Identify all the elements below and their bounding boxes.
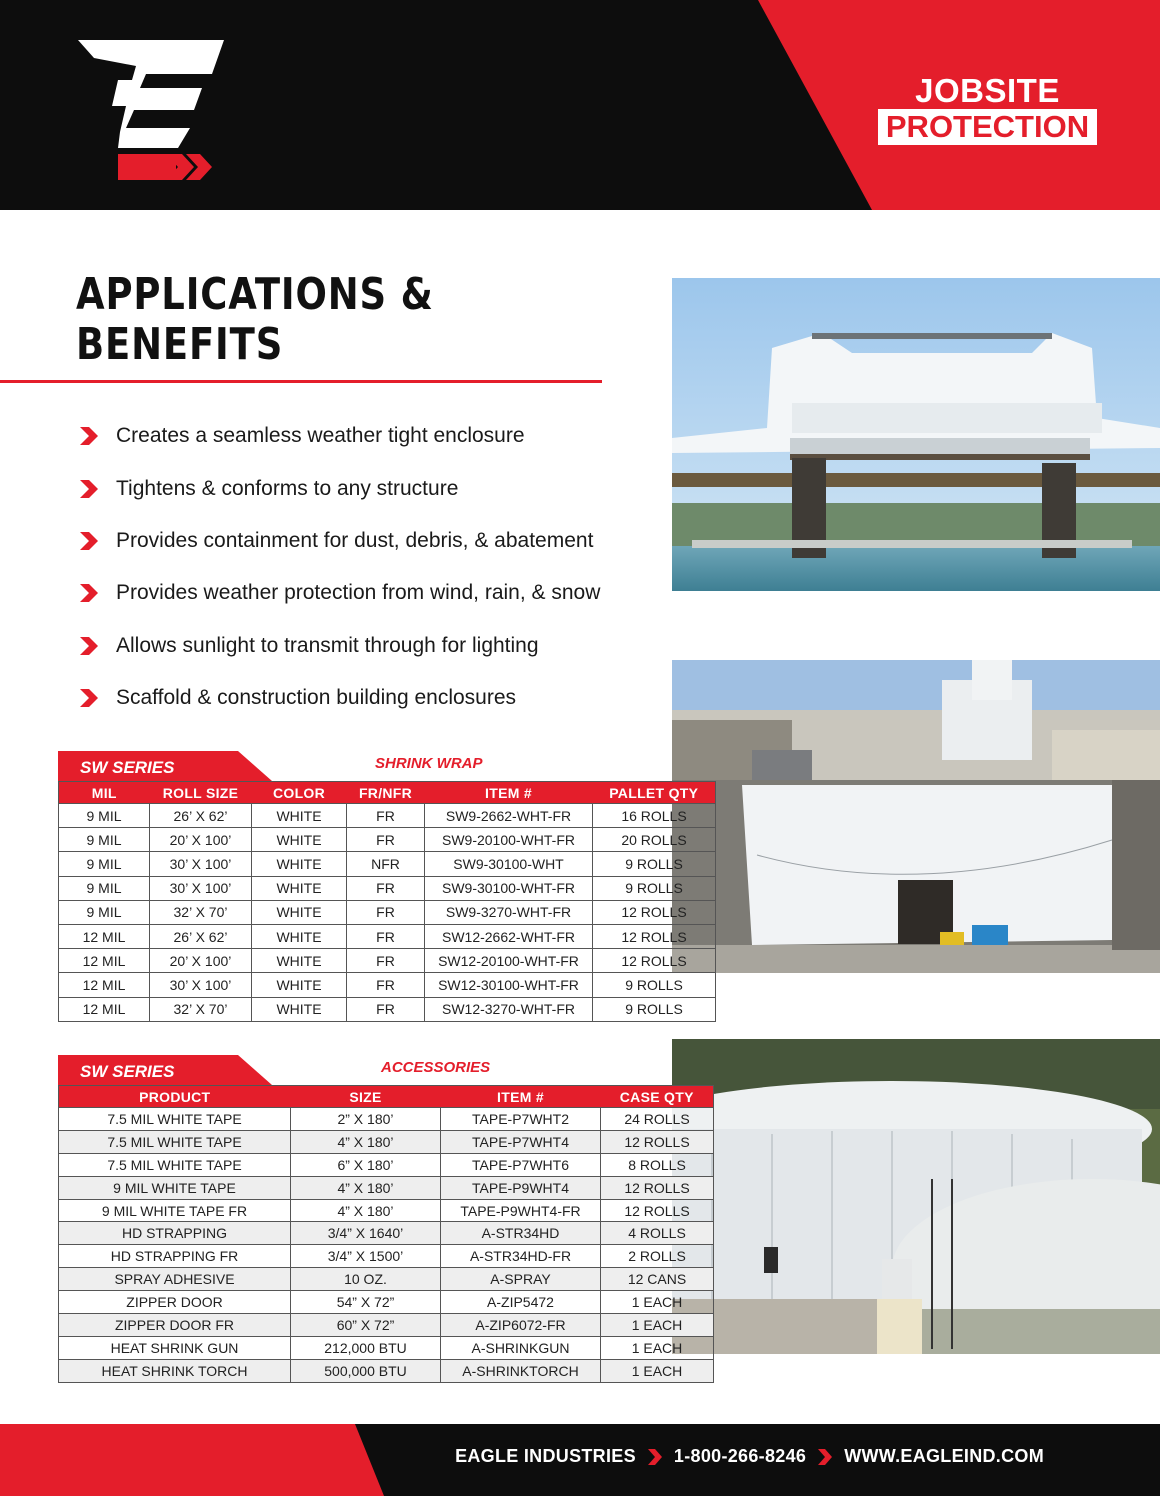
table-cell: HD STRAPPING FR: [59, 1245, 291, 1268]
column-header: FR/NFR: [347, 782, 425, 804]
column-header: ITEM #: [441, 1086, 601, 1108]
photo-bridge-enclosure: [672, 278, 1160, 591]
benefit-text: Scaffold & construction building enclosures: [116, 686, 517, 710]
table-cell: HEAT SHRINK TORCH: [59, 1359, 291, 1382]
table-cell: 4” X 180’: [291, 1199, 441, 1222]
table-cell: SPRAY ADHESIVE: [59, 1268, 291, 1291]
footer-phone[interactable]: 1-800-266-8246: [673, 1446, 807, 1466]
badge-line-2: PROTECTION: [878, 109, 1097, 145]
column-header: ITEM #: [425, 782, 593, 804]
benefit-text: Tightens & conforms to any structure: [116, 476, 459, 500]
table-cell: 6” X 180’: [291, 1153, 441, 1176]
table-row: [59, 900, 716, 924]
shrink-wrap-caption: SHRINK WRAP: [375, 755, 483, 772]
table-cell: 9 MIL WHITE TAPE: [59, 1176, 291, 1199]
table-cell: SW9-20100-WHT-FR: [425, 828, 593, 852]
benefit-item: [78, 620, 600, 672]
table-cell: WHITE: [252, 876, 347, 900]
table-row: [59, 1130, 714, 1153]
table-cell: 212,000 BTU: [291, 1336, 441, 1359]
table-cell: 1 EACH: [601, 1314, 714, 1337]
table-row: [59, 1176, 714, 1199]
table-cell: SW12-20100-WHT-FR: [425, 949, 593, 973]
chevron-right-icon: [78, 582, 100, 604]
table-cell: A-SHRINKGUN: [441, 1336, 601, 1359]
table-cell: 26’ X 62’: [150, 804, 252, 828]
photo-ship-drydock-enclosure: [672, 660, 1160, 973]
benefit-text: Creates a seamless weather tight enclosure: [116, 424, 525, 448]
table-cell: FR: [347, 949, 425, 973]
table-cell: HEAT SHRINK GUN: [59, 1336, 291, 1359]
table-cell: 4” X 180’: [291, 1130, 441, 1153]
photo-tank-enclosure: [672, 1039, 1160, 1354]
column-header: COLOR: [252, 782, 347, 804]
table-cell: WHITE: [252, 900, 347, 924]
table-cell: 12 MIL: [59, 924, 150, 948]
table-cell: 12 MIL: [59, 997, 150, 1021]
column-header: PALLET QTY: [593, 782, 716, 804]
table-cell: 26’ X 62’: [150, 924, 252, 948]
table-row: [59, 876, 716, 900]
table-cell: FR: [347, 973, 425, 997]
shrink-wrap-table: [58, 781, 716, 1022]
accessories-header-row: [59, 1086, 714, 1108]
chevron-right-icon: [78, 478, 100, 500]
table-cell: SW9-2662-WHT-FR: [425, 804, 593, 828]
table-cell: SW9-3270-WHT-FR: [425, 900, 593, 924]
table-cell: A-STR34HD-FR: [441, 1245, 601, 1268]
eagle-e-logo-icon: [74, 36, 234, 186]
table-cell: A-ZIP6072-FR: [441, 1314, 601, 1337]
table-row: [59, 1108, 714, 1131]
table-cell: 4” X 180’: [291, 1176, 441, 1199]
table-cell: 9 MIL: [59, 852, 150, 876]
table-row: [59, 852, 716, 876]
table-cell: 16 ROLLS: [593, 804, 716, 828]
shrink-wrap-table-section: [58, 751, 716, 1022]
table-cell: WHITE: [252, 804, 347, 828]
table-cell: A-STR34HD: [441, 1222, 601, 1245]
table-row: [59, 973, 716, 997]
benefit-text: Provides weather protection from wind, rain, & snow: [116, 581, 601, 605]
chevron-right-icon: [818, 1449, 832, 1465]
table-cell: 7.5 MIL WHITE TAPE: [59, 1153, 291, 1176]
table-cell: 7.5 MIL WHITE TAPE: [59, 1108, 291, 1131]
table-cell: 12 ROLLS: [601, 1130, 714, 1153]
table-cell: ZIPPER DOOR: [59, 1291, 291, 1314]
benefit-item: [78, 410, 600, 462]
table-cell: 9 MIL: [59, 804, 150, 828]
table-cell: 20’ X 100’: [150, 828, 252, 852]
benefit-item: [78, 567, 600, 619]
page-title-line-2: BENEFITS: [76, 319, 284, 370]
table-cell: 30’ X 100’: [150, 852, 252, 876]
table-cell: FR: [347, 900, 425, 924]
column-header: CASE QTY: [601, 1086, 714, 1108]
table-cell: NFR: [347, 852, 425, 876]
shrink-wrap-table-heading: [58, 751, 716, 781]
accessories-series-label: SW SERIES: [80, 1062, 175, 1081]
column-header: PRODUCT: [59, 1086, 291, 1108]
table-cell: 32’ X 70’: [150, 997, 252, 1021]
column-header: ROLL SIZE: [150, 782, 252, 804]
table-cell: 7.5 MIL WHITE TAPE: [59, 1130, 291, 1153]
benefit-text: Allows sunlight to transmit through for lighting: [116, 633, 539, 657]
page-title-line-1: APPLICATIONS &: [76, 269, 434, 320]
table-cell: 12 ROLLS: [593, 949, 716, 973]
title-divider: [0, 380, 602, 383]
table-cell: 9 MIL WHITE TAPE FR: [59, 1199, 291, 1222]
table-cell: 32’ X 70’: [150, 900, 252, 924]
table-cell: 1 EACH: [601, 1291, 714, 1314]
header-banner: [0, 0, 1160, 210]
accessories-caption: ACCESSORIES: [381, 1059, 491, 1076]
table-cell: TAPE-P9WHT4-FR: [441, 1199, 601, 1222]
table-cell: 12 MIL: [59, 949, 150, 973]
footer-contact: [455, 1446, 1044, 1467]
table-cell: FR: [347, 924, 425, 948]
table-cell: 1 EACH: [601, 1359, 714, 1382]
shrink-wrap-header-row: [59, 782, 716, 804]
table-cell: SW9-30100-WHT: [425, 852, 593, 876]
table-cell: TAPE-P9WHT4: [441, 1176, 601, 1199]
table-cell: 54” X 72”: [291, 1291, 441, 1314]
table-row: [59, 1245, 714, 1268]
table-row: [59, 1291, 714, 1314]
accessories-table-heading: [58, 1055, 714, 1085]
chevron-right-icon: [78, 635, 100, 657]
benefit-item: [78, 672, 600, 724]
table-cell: SW12-3270-WHT-FR: [425, 997, 593, 1021]
table-cell: TAPE-P7WHT4: [441, 1130, 601, 1153]
shrink-wrap-series-label: SW SERIES: [80, 758, 175, 777]
table-cell: 9 ROLLS: [593, 997, 716, 1021]
table-cell: 30’ X 100’: [150, 876, 252, 900]
table-cell: A-SPRAY: [441, 1268, 601, 1291]
jobsite-protection-badge: [870, 74, 1105, 145]
table-cell: 3/4” X 1500’: [291, 1245, 441, 1268]
table-cell: 12 MIL: [59, 973, 150, 997]
table-cell: ZIPPER DOOR FR: [59, 1314, 291, 1337]
table-cell: FR: [347, 876, 425, 900]
table-cell: 12 CANS: [601, 1268, 714, 1291]
table-cell: 8 ROLLS: [601, 1153, 714, 1176]
table-cell: WHITE: [252, 997, 347, 1021]
table-row: [59, 1359, 714, 1382]
table-cell: 12 ROLLS: [601, 1176, 714, 1199]
table-cell: WHITE: [252, 828, 347, 852]
table-cell: 3/4” X 1640’: [291, 1222, 441, 1245]
badge-line-1: JOBSITE: [915, 72, 1060, 109]
table-row: [59, 1314, 714, 1337]
table-cell: 30’ X 100’: [150, 973, 252, 997]
page-title: [76, 270, 434, 370]
chevron-right-icon: [78, 687, 100, 709]
table-row: [59, 1268, 714, 1291]
table-cell: 4 ROLLS: [601, 1222, 714, 1245]
table-cell: FR: [347, 828, 425, 852]
table-cell: WHITE: [252, 924, 347, 948]
table-cell: 1 EACH: [601, 1336, 714, 1359]
table-row: [59, 1336, 714, 1359]
column-header: SIZE: [291, 1086, 441, 1108]
accessories-table-section: [58, 1055, 714, 1383]
table-cell: 500,000 BTU: [291, 1359, 441, 1382]
table-row: [59, 1153, 714, 1176]
table-cell: HD STRAPPING: [59, 1222, 291, 1245]
benefit-text: Provides containment for dust, debris, & abatement: [116, 528, 594, 552]
table-cell: TAPE-P7WHT2: [441, 1108, 601, 1131]
table-cell: WHITE: [252, 852, 347, 876]
table-row: [59, 949, 716, 973]
table-cell: 9 MIL: [59, 828, 150, 852]
table-cell: 12 ROLLS: [601, 1199, 714, 1222]
table-cell: SW12-2662-WHT-FR: [425, 924, 593, 948]
table-cell: 9 MIL: [59, 900, 150, 924]
table-row: [59, 1222, 714, 1245]
table-row: [59, 997, 716, 1021]
table-cell: 2” X 180’: [291, 1108, 441, 1131]
benefits-list: [78, 410, 600, 724]
table-cell: 9 ROLLS: [593, 876, 716, 900]
footer-website[interactable]: WWW.EAGLEIND.COM: [844, 1446, 1044, 1466]
table-cell: WHITE: [252, 973, 347, 997]
table-cell: 12 ROLLS: [593, 924, 716, 948]
table-cell: 2 ROLLS: [601, 1245, 714, 1268]
table-cell: 20 ROLLS: [593, 828, 716, 852]
accessories-table: [58, 1085, 714, 1383]
table-cell: 10 OZ.: [291, 1268, 441, 1291]
chevron-right-icon: [78, 425, 100, 447]
table-cell: 9 MIL: [59, 876, 150, 900]
footer-company: EAGLE INDUSTRIES: [455, 1446, 636, 1466]
table-cell: 60” X 72”: [291, 1314, 441, 1337]
table-row: [59, 804, 716, 828]
column-header: MIL: [59, 782, 150, 804]
table-cell: FR: [347, 804, 425, 828]
footer-banner: [0, 1424, 1160, 1496]
table-cell: SW9-30100-WHT-FR: [425, 876, 593, 900]
chevron-right-icon: [648, 1449, 662, 1465]
table-cell: FR: [347, 997, 425, 1021]
table-row: [59, 828, 716, 852]
table-cell: A-SHRINKTORCH: [441, 1359, 601, 1382]
table-cell: 24 ROLLS: [601, 1108, 714, 1131]
table-row: [59, 924, 716, 948]
table-cell: A-ZIP5472: [441, 1291, 601, 1314]
table-row: [59, 1199, 714, 1222]
table-cell: TAPE-P7WHT6: [441, 1153, 601, 1176]
benefit-item: [78, 515, 600, 567]
table-cell: SW12-30100-WHT-FR: [425, 973, 593, 997]
benefit-item: [78, 462, 600, 514]
table-cell: 20’ X 100’: [150, 949, 252, 973]
chevron-right-icon: [78, 530, 100, 552]
table-cell: 12 ROLLS: [593, 900, 716, 924]
table-cell: 9 ROLLS: [593, 852, 716, 876]
table-cell: WHITE: [252, 949, 347, 973]
table-cell: 9 ROLLS: [593, 973, 716, 997]
